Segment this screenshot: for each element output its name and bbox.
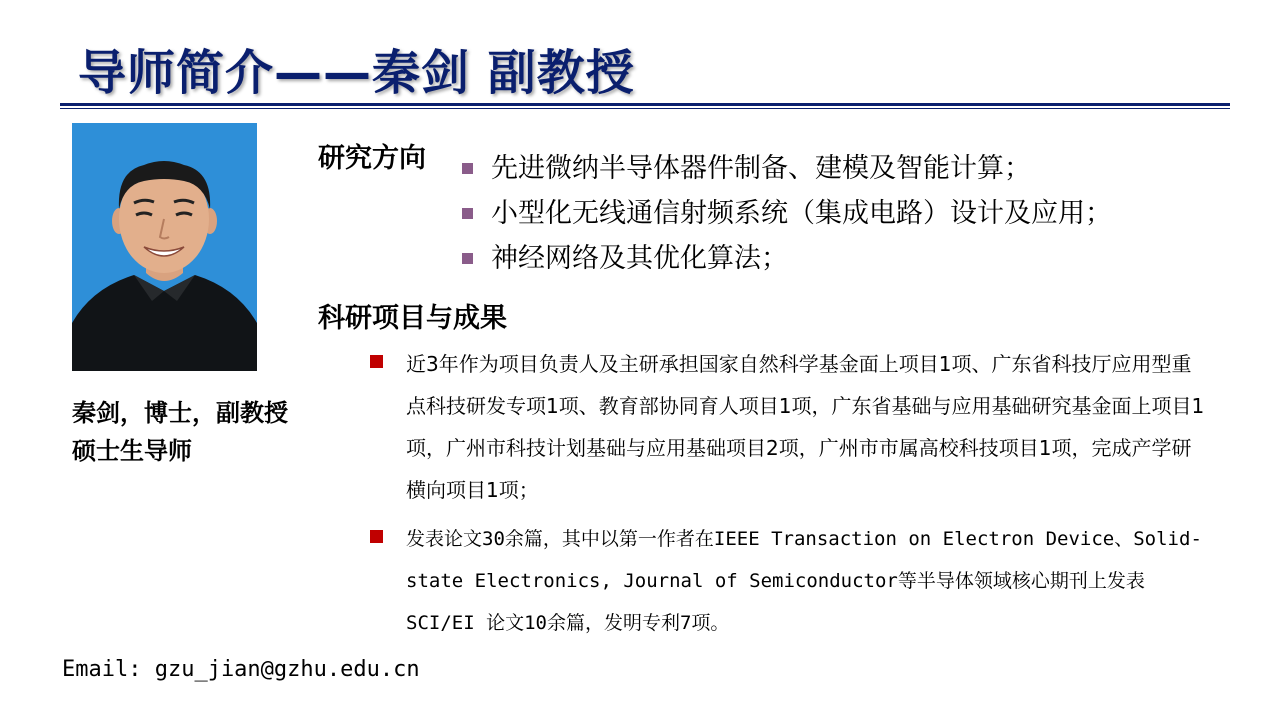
list-item: 小型化无线通信射频系统（集成电路）设计及应用； [462,191,1112,236]
projects-label: 科研项目与成果 [318,303,507,334]
title-rule-thick [60,103,1230,106]
advisor-caption [72,394,288,470]
list-item: 发表论文30余篇，其中以第一作者在IEEE Transaction on Electron Device、Solid-state Electronics, Journal of Semiconductor等半导体领域核心期刊上发表SCI/EI 论文10余篇，发明专利7项。 [370,518,1220,644]
caption-name-title: 秦剑，博士，副教授 [72,399,288,427]
list-item: 神经网络及其优化算法； [462,236,1112,281]
square-bullet-icon [462,253,473,264]
caption-role: 硕士生导师 [72,437,192,465]
person-portrait-icon [72,123,257,371]
square-bullet-icon [462,208,473,219]
square-bullet-icon [370,530,383,543]
square-bullet-icon [370,355,383,368]
research-direction-list [462,146,1112,281]
title-rule-thin [60,108,1230,109]
square-bullet-icon [462,163,473,174]
contact-email: Email: gzu_jian@gzhu.edu.cn [62,657,420,682]
list-item: 先进微纳半导体器件制备、建模及智能计算； [462,146,1112,191]
list-item: 近3年作为项目负责人及主研承担国家自然科学基金面上项目1项、广东省科技厅应用型重点科技研发专项1项、教育部协同育人项目1项，广东省基础与应用基础研究基金面上项目1项，广州市科技计划基础与应用基础项目2项，广州市市属高校科技项目1项，完成产学研横向项目1项； [370,343,1220,511]
projects-list [370,343,1220,651]
slide-title: 导师简介——秦剑 副教授 [78,45,635,101]
advisor-photo [72,123,257,371]
research-direction-label: 研究方向 [318,143,426,174]
